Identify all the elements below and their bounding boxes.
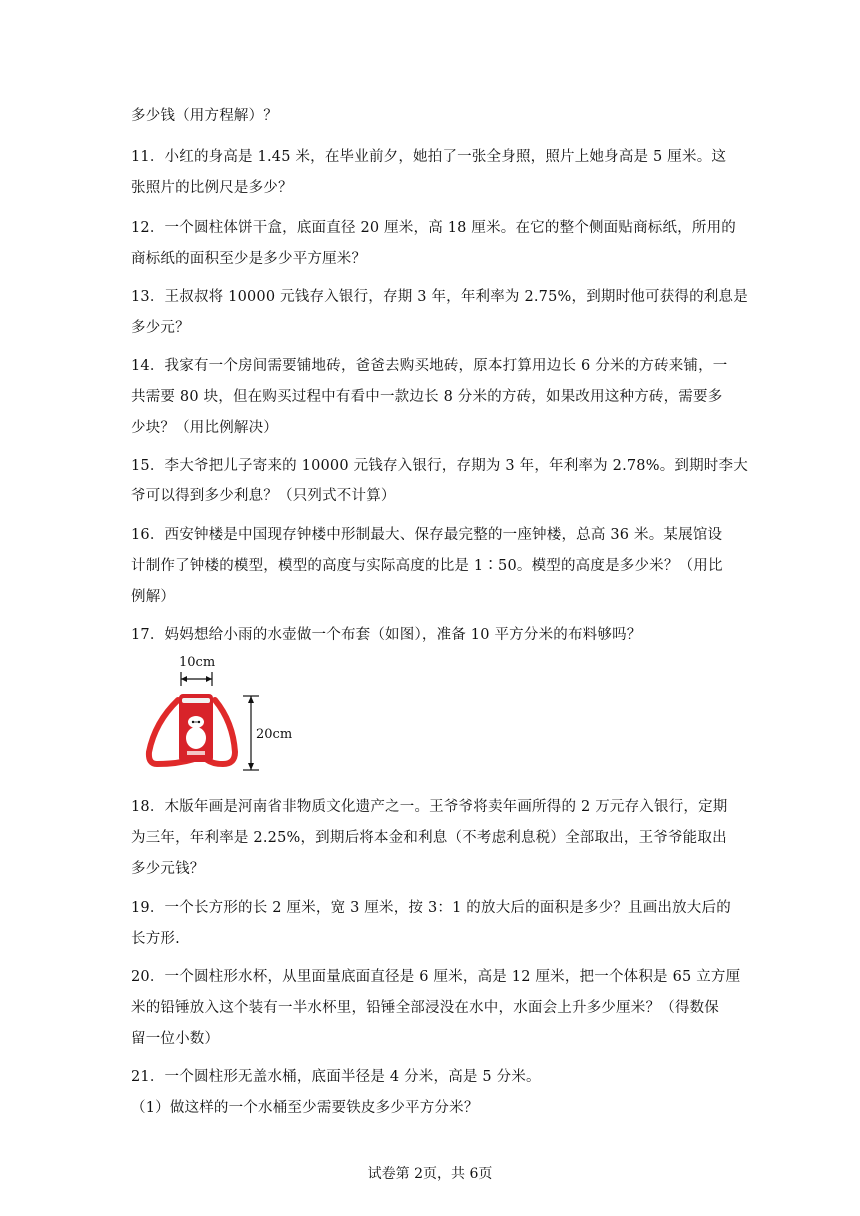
question-15-line-1: 15．李大爷把儿子寄来的 10000 元钱存入银行，存期为 3 年，年利率为 2.78%。到期时李大	[131, 458, 748, 474]
question-14-line-3: 少块？（用比例解决）	[131, 420, 278, 436]
question-12-line-1: 12．一个圆柱体饼干盒，底面直径 20 厘米，高 18 厘米。在它的整个侧面贴商标纸，所用的	[131, 220, 736, 236]
question-15-line-2: 爷可以得到多少利息？（只列式不计算）	[131, 488, 396, 504]
page-footer: 试卷第 2页，共 6页	[367, 1166, 493, 1182]
question-21-sub-1: （1）做这样的一个水桶至少需要铁皮多少平方分米？	[131, 1100, 479, 1116]
water-bottle-cover-figure	[143, 652, 303, 772]
question-14-line-2: 共需要 80 块，但在购买过程中有看中一款边长 8 分米的方砖，如果改用这种方砖，需要多	[131, 389, 723, 405]
question-20-line-3: 留一位小数）	[131, 1031, 220, 1047]
question-16-line-3: 例解）	[131, 589, 176, 605]
water-bottle-cover-illustration	[143, 652, 303, 772]
question-11-line-2: 张照片的比例尺是多少？	[131, 180, 293, 196]
question-19-line-1: 19．一个长方形的长 2 厘米，宽 3 厘米，按 3：1 的放大后的面积是多少？且画出放大后的	[131, 900, 731, 916]
question-14-line-1: 14．我家有一个房间需要铺地砖，爸爸去购买地砖，原本打算用边长 6 分米的方砖来铺，一	[131, 358, 728, 374]
question-18-line-3: 多少元钱？	[131, 861, 205, 877]
question-11-line-1: 11．小红的身高是 1.45 米，在毕业前夕，她拍了一张全身照，照片上她身高是 5 厘米。这	[131, 149, 727, 165]
height-dimension-label: 20cm	[256, 727, 293, 742]
question-12-line-2: 商标纸的面积至少是多少平方厘米？	[131, 251, 367, 267]
question-16-line-1: 16．西安钟楼是中国现存钟楼中形制最大、保存最完整的一座钟楼，总高 36 米。某展馆设	[131, 527, 723, 543]
question-20-line-2: 米的铅锤放入这个装有一半水杯里，铅锤全部浸没在水中，水面会上升多少厘米？（得数保	[131, 1000, 719, 1016]
question-19-line-2: 长方形.	[131, 931, 180, 947]
question-13-line-1: 13．王叔叔将 10000 元钱存入银行，存期 3 年，年利率为 2.75%，到期时他可获得的利息是	[131, 289, 748, 305]
question-16-line-2: 计制作了钟楼的模型，模型的高度与实际高度的比是 1∶50。模型的高度是多少米？（用比	[131, 558, 723, 574]
width-dimension-label: 10cm	[179, 655, 216, 670]
question-20-line-1: 20．一个圆柱形水杯，从里面量底面直径是 6 厘米，高是 12 厘米，把一个体积是 65 立方厘	[131, 969, 741, 985]
question-21-line-1: 21．一个圆柱形无盖水桶，底面半径是 4 分米，高是 5 分米。	[131, 1069, 541, 1085]
question-17-line-1: 17．妈妈想给小雨的水壶做一个布套（如图），准备 10 平方分米的布料够吗？	[131, 627, 642, 643]
question-18-line-1: 18．木版年画是河南省非物质文化遗产之一。王爷爷将卖年画所得的 2 万元存入银行，定期	[131, 799, 728, 815]
text-line: 多少钱（用方程解）？	[131, 108, 278, 124]
question-18-line-2: 为三年，年利率是 2.25%，到期后将本金和利息（不考虑利息税）全部取出，王爷爷能取出	[131, 830, 727, 846]
question-13-line-2: 多少元？	[131, 320, 190, 336]
